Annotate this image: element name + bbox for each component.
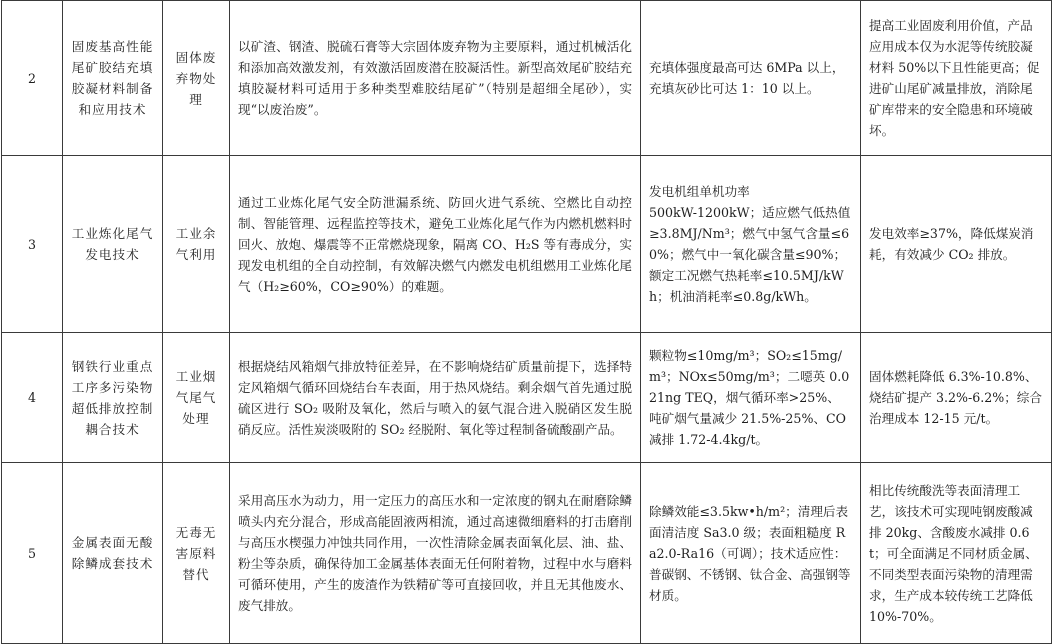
- row-number: 5: [2, 463, 63, 644]
- technology-table: [1, 0, 1052, 644]
- technology-name: 钢铁行业重点工序多污染物超低排放控制耦合技术: [63, 333, 163, 463]
- row-number: 3: [2, 156, 63, 333]
- indicator-text: 除鳞效能≤3.5kw•h/m²；清理后表面清洁度 Sa3.0 级；表面粗糙度 Ra2.0-Ra16（可调）；技术适应性：普碳钢、不锈钢、钛合金、高强钢等材质。: [649, 503, 851, 603]
- technology-description: 采用高压水为动力，用一定压力的高压水和一定浓度的钢丸在耐磨除鳞喷头内充分混合，形成高能固液两相流，通过高速微细磨料的打击磨削与高压水楔强力冲蚀共同作用，一次性清除金属表面氧化层、油、盐、粉尘等杂质，确保待加工金属基体表面无任何附着物，过程中水与磨料可循环使用，产生的废渣作为铁精矿等可直接回收，并且无其他废水、废气排放。: [230, 463, 641, 644]
- technical-indicators: [641, 156, 861, 333]
- row-number: 2: [2, 1, 63, 156]
- indicator-text: 500kW-1200kW；适应燃气低热值≥3.8MJ/Nm³；燃气中氢气含量≤60%；燃气中一氧化碳含量≤90%；额定工况燃气热耗率≤10.5MJ/kWh；机油消耗率≤0.8g/kWh。: [649, 205, 851, 304]
- row-number: 4: [2, 333, 63, 463]
- technical-indicators: [641, 1, 861, 156]
- technology-category: 无毒无害原料替代: [163, 463, 230, 644]
- benefits: 发电效率≥37%，降低煤炭消耗，有效减少 CO₂ 排放。: [861, 156, 1052, 333]
- benefits: 固体燃耗降低 6.3%-10.8%、烧结矿提产 3.2%-6.2%；综合治理成本 12-15 元/t。: [861, 333, 1052, 463]
- table-row: [2, 1, 1052, 156]
- technical-indicators: [641, 333, 861, 463]
- technology-description: 根据烧结风箱烟气排放特征差异，在不影响烧结矿质量前提下，选择特定风箱烟气循环回烧结台车表面，用于热风烧结。剩余烟气首先通过脱硫区进行 SO₂ 吸附及氧化，然后与喷入的氨气混合进入脱硝区发生脱硝反应。活性炭淡吸附的 SO₂ 经脱附、氧化等过程制备硫酸副产品。: [230, 333, 641, 463]
- indicator-text: 充填体强度最高可达 6MPa 以上，充填灰砂比可达 1：10 以上。: [649, 60, 845, 96]
- benefits: 提高工业固废利用价值，产品应用成本仅为水泥等传统胶凝材料 50%以下且性能更高；促进矿山尾矿减量排放，消除尾矿库带来的安全隐患和环境破坏。: [861, 1, 1052, 156]
- technology-category: 工业烟气尾气处理: [163, 333, 230, 463]
- table-row: [2, 156, 1052, 333]
- technology-name: 固废基高性能尾矿胶结充填胶凝材料制备和应用技术: [63, 1, 163, 156]
- technology-name: 金属表面无酸除鳞成套技术: [63, 463, 163, 644]
- technical-indicators: [641, 463, 861, 644]
- table-row: [2, 333, 1052, 463]
- table-row: [2, 463, 1052, 644]
- technology-name: 工业炼化尾气发电技术: [63, 156, 163, 333]
- technology-category: 固体废弃物处理: [163, 1, 230, 156]
- technology-description: 以矿渣、钢渣、脱硫石膏等大宗固体废弃物为主要原料，通过机械活化和添加高效激发剂，有效激活固废潜在胶凝活性。新型高效尾矿胶结充填胶凝材料可适用于多种类型难胶结尾矿”（特别是超细全尾砂），实现“以废治废”。: [230, 1, 641, 156]
- indicator-text: 发电机组单机功率: [649, 184, 750, 199]
- technology-category: 工业余气利用: [163, 156, 230, 333]
- technology-description: 通过工业炼化尾气安全防泄漏系统、防回火进气系统、空燃比自动控制、智能管理、远程监控等技术，避免工业炼化尾气作为内燃机燃料时回火、放炮、爆震等不正常燃烧现象，隔离 CO、H₂S 等有毒成分，实现发电机组的全自动控制，有效解决燃气内燃发电机组燃用工业炼化尾气（H₂≥60%，CO≥90%）的难题。: [230, 156, 641, 333]
- indicator-text: 颗粒物≤10mg/m³；SO₂≤15mg/m³；NOx≤50mg/m³；二噁英 0.021ng TEQ，烟气循环率>25%、吨矿烟气量减少 21.5%-25%、CO 减排 1.72-4.4kg/t。: [649, 348, 850, 447]
- benefits: 相比传统酸洗等表面清理工艺，该技术可实现吨钢废酸减排 20kg、含酸废水减排 0.6t；可全面满足不同材质金属、不同类型表面污染物的清理需求，生产成本较传统工艺降低 10%-70%。: [861, 463, 1052, 644]
